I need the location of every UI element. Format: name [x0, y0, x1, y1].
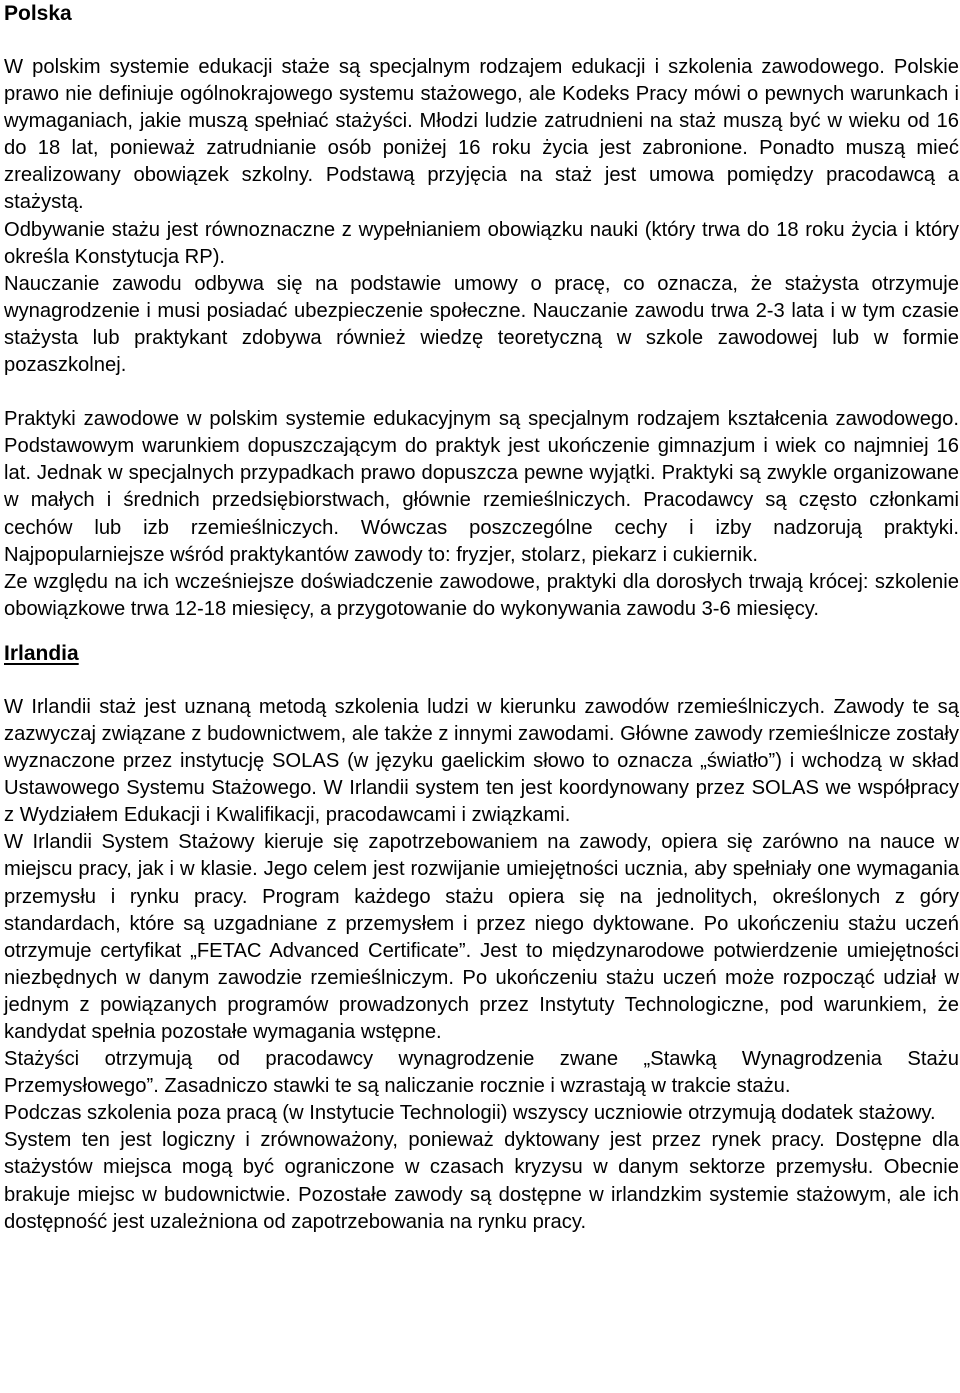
- polska-paragraph-5: Ze względu na ich wcześniejsze doświadczenie zawodowe, praktyki dla dorosłych trwają krócej: szkolenie obowiązkowe trwa 12-18 miesięcy, a przygotowanie do wykonywania zawodu 3-6 miesięcy.: [4, 570, 959, 620]
- section-heading-irlandia: [4, 640, 959, 667]
- polska-paragraph-1: W polskim systemie edukacji staże są specjalnym rodzajem edukacji i szkolenia zawodowego. Polskie prawo nie definiuje ogólnokrajowego systemu stażowego, ale Kodeks Pracy mówi o pewnych warunkach i wymaganiach, jakie muszą spełniać stażyści. Młodzi ludzie zatrudnieni na staż muszą być w wieku od 16 do 18 lat, ponieważ zatrudnianie osób poniżej 16 roku życia jest zabronione. Ponadto muszą mieć zrealizowany obowiązek szkolny. Podstawą przyjęcia na staż jest umowa pomiędzy pracodawcą a stażystą.: [4, 56, 959, 214]
- irlandia-paragraph-2: W Irlandii System Stażowy kieruje się zapotrzebowaniem na zawody, opiera się zarówno na nauce w miejscu pracy, jak i w klasie. Jego celem jest rozwijanie umiejętności ucznia, aby spełniały one wymagania przemysłu i rynku pracy. Program każdego stażu opiera się na jednolitych, określonych z góry standardach, które są uzgadniane z przemysłem i przez niego dyktowane. Po ukończeniu stażu uczeń otrzymuje certyfikat „FETAC Advanced Certificate”. Jest to międzynarodowe potwierdzenie umiejętności niezbędnych w danym zawodzie rzemieślniczym. Po ukończeniu stażu uczeń może rozpocząć udział w jednym z powiązanych programów prowadzonych przez Instytuty Technologiczne, pod warunkiem, że kandydat spełnia pozostałe wymagania wstępne.: [4, 831, 959, 1043]
- irlandia-paragraph-1: W Irlandii staż jest uznaną metodą szkolenia ludzi w kierunku zawodów rzemieślniczych. Zawody te są zazwyczaj związane z budownictwem, ale także z innymi zawodami. Główne zawody rzemieślnicze zostały wyznaczone przez instytucję SOLAS (w języku gaelickim słowo to oznacza „światło”) i wchodzą w skład Ustawowego Systemu Stażowego. W Irlandii system ten jest koordynowany przez SOLAS we współpracy z Wydziałem Edukacji i Kwalifikacji, pracodawcami i związkami.: [4, 695, 959, 827]
- polska-paragraph-2: Odbywanie stażu jest równoznaczne z wypełnianiem obowiązku nauki (który trwa do 18 roku życia i który określa Konstytucja RP).: [4, 218, 959, 268]
- polska-paragraph-4: Praktyki zawodowe w polskim systemie edukacyjnym są specjalnym rodzajem kształcenia zawodowego. Podstawowym warunkiem dopuszczającym do praktyk jest ukończenie gimnazjum i wiek co najmniej 16 lat. Jednak w specjalnych przypadkach prawo dopuszcza pewne wyjątki. Praktyki są zwykle organizowane w małych i średnich przedsiębiorstwach, głównie rzemieślniczych. Pracodawcy są często członkami cechów lub izb rzemieślniczych. Wówczas poszczególne cechy i izby nadzorują praktyki. Najpopularniejsze wśród praktykantów zawody to: fryzjer, stolarz, piekarz i cukiernik.: [4, 408, 959, 566]
- section-heading-polska: Polska: [4, 2, 72, 25]
- document-page: [4, 0, 959, 1236]
- irlandia-paragraph-4: Podczas szkolenia poza pracą (w Instytucie Technologii) wszyscy uczniowie otrzymują dodatek stażowy.: [4, 1102, 936, 1125]
- spacer: [4, 667, 959, 694]
- irlandia-paragraph-3: Stażyści otrzymują od pracodawcy wynagrodzenie zwane „Stawką Wynagrodzenia Stażu Przemysłowego”. Zasadniczo stawki te są naliczanie rocznie i wzrastają w trakcie stażu.: [4, 1048, 959, 1098]
- spacer: [4, 27, 959, 54]
- polska-paragraph-3: Nauczanie zawodu odbywa się na podstawie umowy o pracę, co oznacza, że stażysta otrzymuje wynagrodzenie i musi posiadać ubezpieczenie społeczne. Nauczanie zawodu trwa 2-3 lata i w tym czasie stażysta lub praktykant zdobywa również wiedzę teoretyczną w szkole zawodowej lub w formie pozaszkolnej.: [4, 272, 959, 377]
- irlandia-paragraph-5: System ten jest logiczny i zrównoważony, ponieważ dyktowany jest przez rynek pracy. Dostępne dla stażystów miejsca mogą być ograniczone w czasach kryzysu w danym sektorze przemysłu. Obecnie brakuje miejsc w budownictwie. Pozostałe zawody są dostępne w irlandzkim systemie stażowym, ale ich dostępność jest uzależniona od zapotrzebowania na rynku pracy.: [4, 1129, 959, 1233]
- spacer: [4, 379, 959, 406]
- section-heading-irlandia-text: Irlandia: [4, 641, 79, 665]
